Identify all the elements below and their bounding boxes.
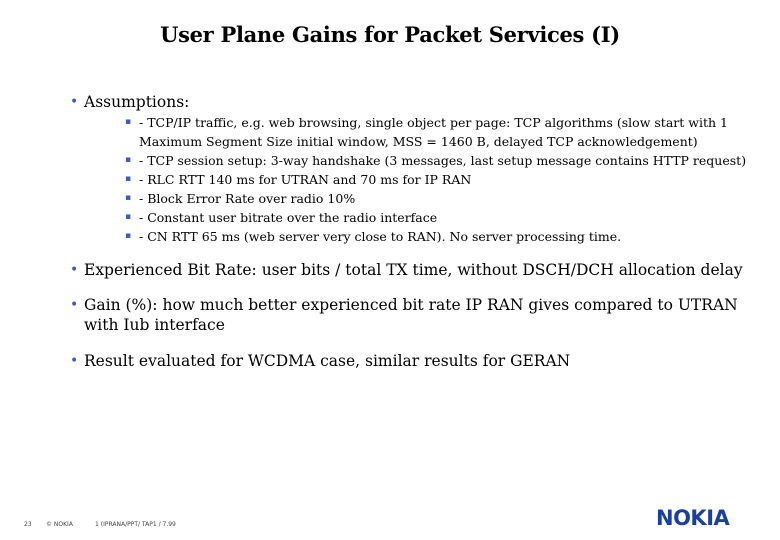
assumption-text: - Constant user bitrate over the radio interface — [139, 210, 438, 225]
bullet-icon: ▪ — [125, 155, 132, 165]
list-item — [125, 189, 356, 208]
bullet-icon: ▪ — [125, 193, 132, 203]
assumption-text: - RLC RTT 140 ms for UTRAN and 70 ms for IP RAN — [139, 172, 472, 187]
footer-copyright: © NOKIA — [46, 521, 73, 528]
bullet-continuation: with Iub interface — [84, 316, 225, 334]
list-item — [125, 151, 747, 170]
nokia-logo: NOKIA — [656, 506, 730, 530]
bullet-icon: • — [70, 353, 79, 369]
bullet-icon: • — [70, 297, 79, 313]
list-item — [125, 113, 728, 151]
assumption-text: - TCP/IP traffic, e.g. web browsing, single object per page: TCP algorithms (slow start with 1 — [139, 115, 728, 130]
bullet-result — [70, 351, 571, 371]
assumption-text: - TCP session setup: 3-way handshake (3 messages, last setup message contains HTTP request) — [139, 153, 747, 168]
bullet-icon: ▪ — [125, 117, 132, 127]
footer-document-id: 1 (IPRANA/PPT/ TAP1 / 7.99 — [95, 521, 176, 528]
bullet-icon: ▪ — [125, 174, 132, 184]
bullet-gain — [70, 295, 738, 335]
bullet-icon: ▪ — [125, 231, 132, 241]
bullet-icon: • — [70, 262, 79, 278]
list-item — [125, 170, 472, 189]
assumption-continuation: Maximum Segment Size initial window, MSS = 1460 B, delayed TCP acknowledgement) — [139, 134, 698, 149]
page-number: 23 — [24, 521, 32, 528]
list-item — [125, 208, 438, 227]
list-item — [125, 227, 622, 246]
bullet-experienced-bit-rate — [70, 260, 743, 280]
assumption-text: - CN RTT 65 ms (web server very close to RAN). No server processing time. — [139, 229, 622, 244]
bullet-text: Gain (%): how much better experienced bit rate IP RAN gives compared to UTRAN — [84, 296, 738, 314]
bullet-text: Experienced Bit Rate: user bits / total TX time, without DSCH/DCH allocation delay — [84, 261, 743, 279]
bullet-icon: • — [70, 94, 79, 110]
assumption-text: - Block Error Rate over radio 10% — [139, 191, 356, 206]
bullet-text: Result evaluated for WCDMA case, similar results for GERAN — [84, 352, 571, 370]
assumptions-bullet — [70, 92, 190, 112]
slide-title: User Plane Gains for Packet Services (I) — [160, 22, 620, 47]
bullet-icon: ▪ — [125, 212, 132, 222]
assumptions-heading: Assumptions: — [84, 93, 190, 111]
